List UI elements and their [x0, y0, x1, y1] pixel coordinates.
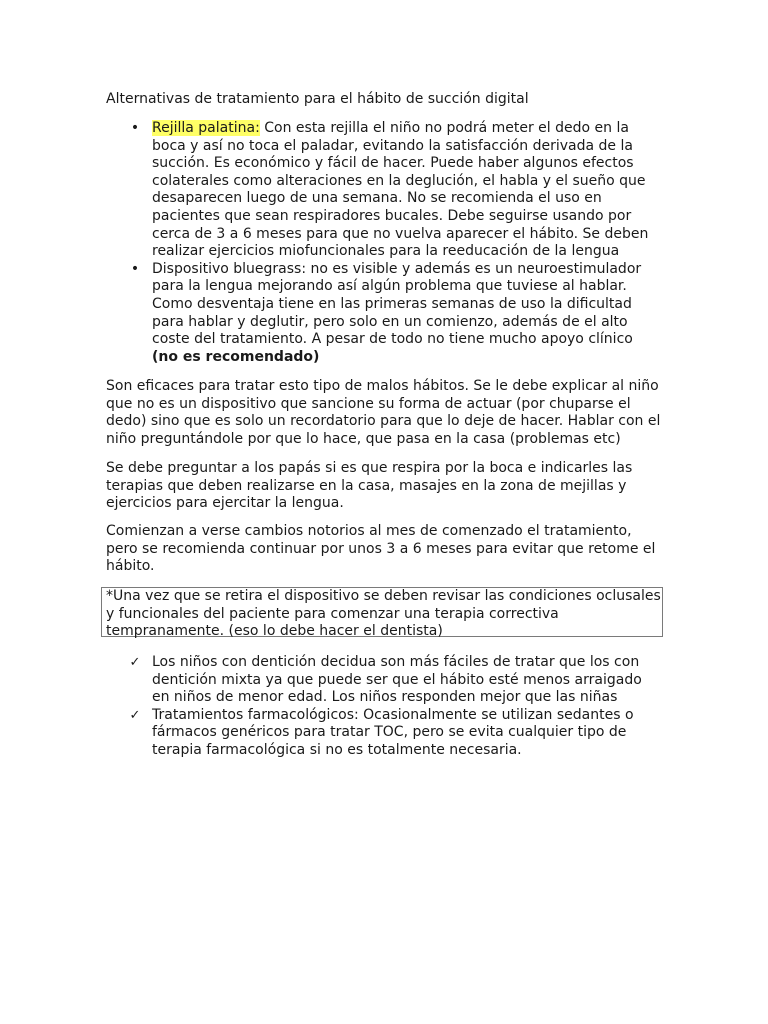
bold-note: (no es recomendado) [152, 348, 320, 365]
document-heading: Alternativas de tratamiento para el hábito de succión digital [106, 91, 529, 107]
paragraph: Se debe preguntar a los papás si es que respira por la boca e indicarles las terapias que deben realizarse en la casa, masajes en la zona de mejillas y ejercicios para ejercitar la lengua. [106, 460, 633, 512]
paragraph: Comienzan a verse cambios notorios al mes de comenzado el tratamiento, pero se recomienda continuar por unos 3 a 6 meses para evitar que retome el hábito. [106, 523, 656, 575]
list-item-text: Con esta rejilla el niño no podrá meter el dedo en la boca y así no toca el paladar, evitando la satisfacción derivada de la succión. Es económico y fácil de hacer. Puede haber algunos efectos colaterales como alteraciones en la deglución, el habla y el sueño que desaparecen luego de una semana. No se recomienda el uso en pacientes que sean respiradores bucales. Debe seguirse usando por cerca de 3 a 6 meses para que no vuelva aparecer el hábito. Se deben realizar ejercicios miofuncionales para la reeducación de la lengua [152, 120, 649, 260]
bullet-list [0, 120, 662, 366]
bullet-dot-icon [128, 120, 142, 138]
list-item [0, 654, 662, 707]
list-item-text: Los niños con dentición decidua son más fáciles de tratar que los con dentición mixta ya que puede ser que el hábito esté menos arraigado en niños de menor edad. Los niños responden mejor que las niñas [152, 654, 642, 706]
note-text: *Una vez que se retira el dispositivo se deben revisar las condiciones oclusales y funcionales del paciente para comenzar una terapia correctiva tempranamente. (eso lo debe hacer el dentista) [106, 588, 661, 640]
checkmark-icon: ✓ [129, 655, 141, 670]
highlighted-term: Rejilla palatina: [152, 120, 260, 136]
checkmark-icon: ✓ [129, 707, 141, 723]
list-item [0, 120, 662, 261]
note-box [101, 587, 663, 640]
check-list [0, 654, 662, 760]
list-item-text: Dispositivo bluegrass: no es visible y además es un neuroestimulador para la lengua mejorando así algún problema que tuviese al hablar. Como desventaja tiene en las primeras semanas de uso la dificultad para hablar y deglutir, pero solo en un comienzo, además de el alto coste del tratamiento. A pesar de todo no tiene mucho apoyo clínico [152, 260, 642, 348]
list-item-text: Tratamientos farmacológicos: Ocasionalmente se utilizan sedantes o fármacos genéricos para tratar TOC, pero se evita cualquier tipo de terapia farmacológica si no es totalmente necesaria. [152, 706, 634, 758]
list-item [0, 261, 662, 367]
bullet-dot-icon [128, 261, 142, 279]
paragraph: Son eficaces para tratar esto tipo de malos hábitos. Se le debe explicar al niño que no es un dispositivo que sancione su forma de actuar (por chuparse el dedo) sino que es solo un recordatorio para que lo deje de hacer. Hablar con el niño preguntándole por que lo hace, que pasa en la casa (problemas etc) [106, 378, 661, 447]
list-item [0, 707, 662, 760]
